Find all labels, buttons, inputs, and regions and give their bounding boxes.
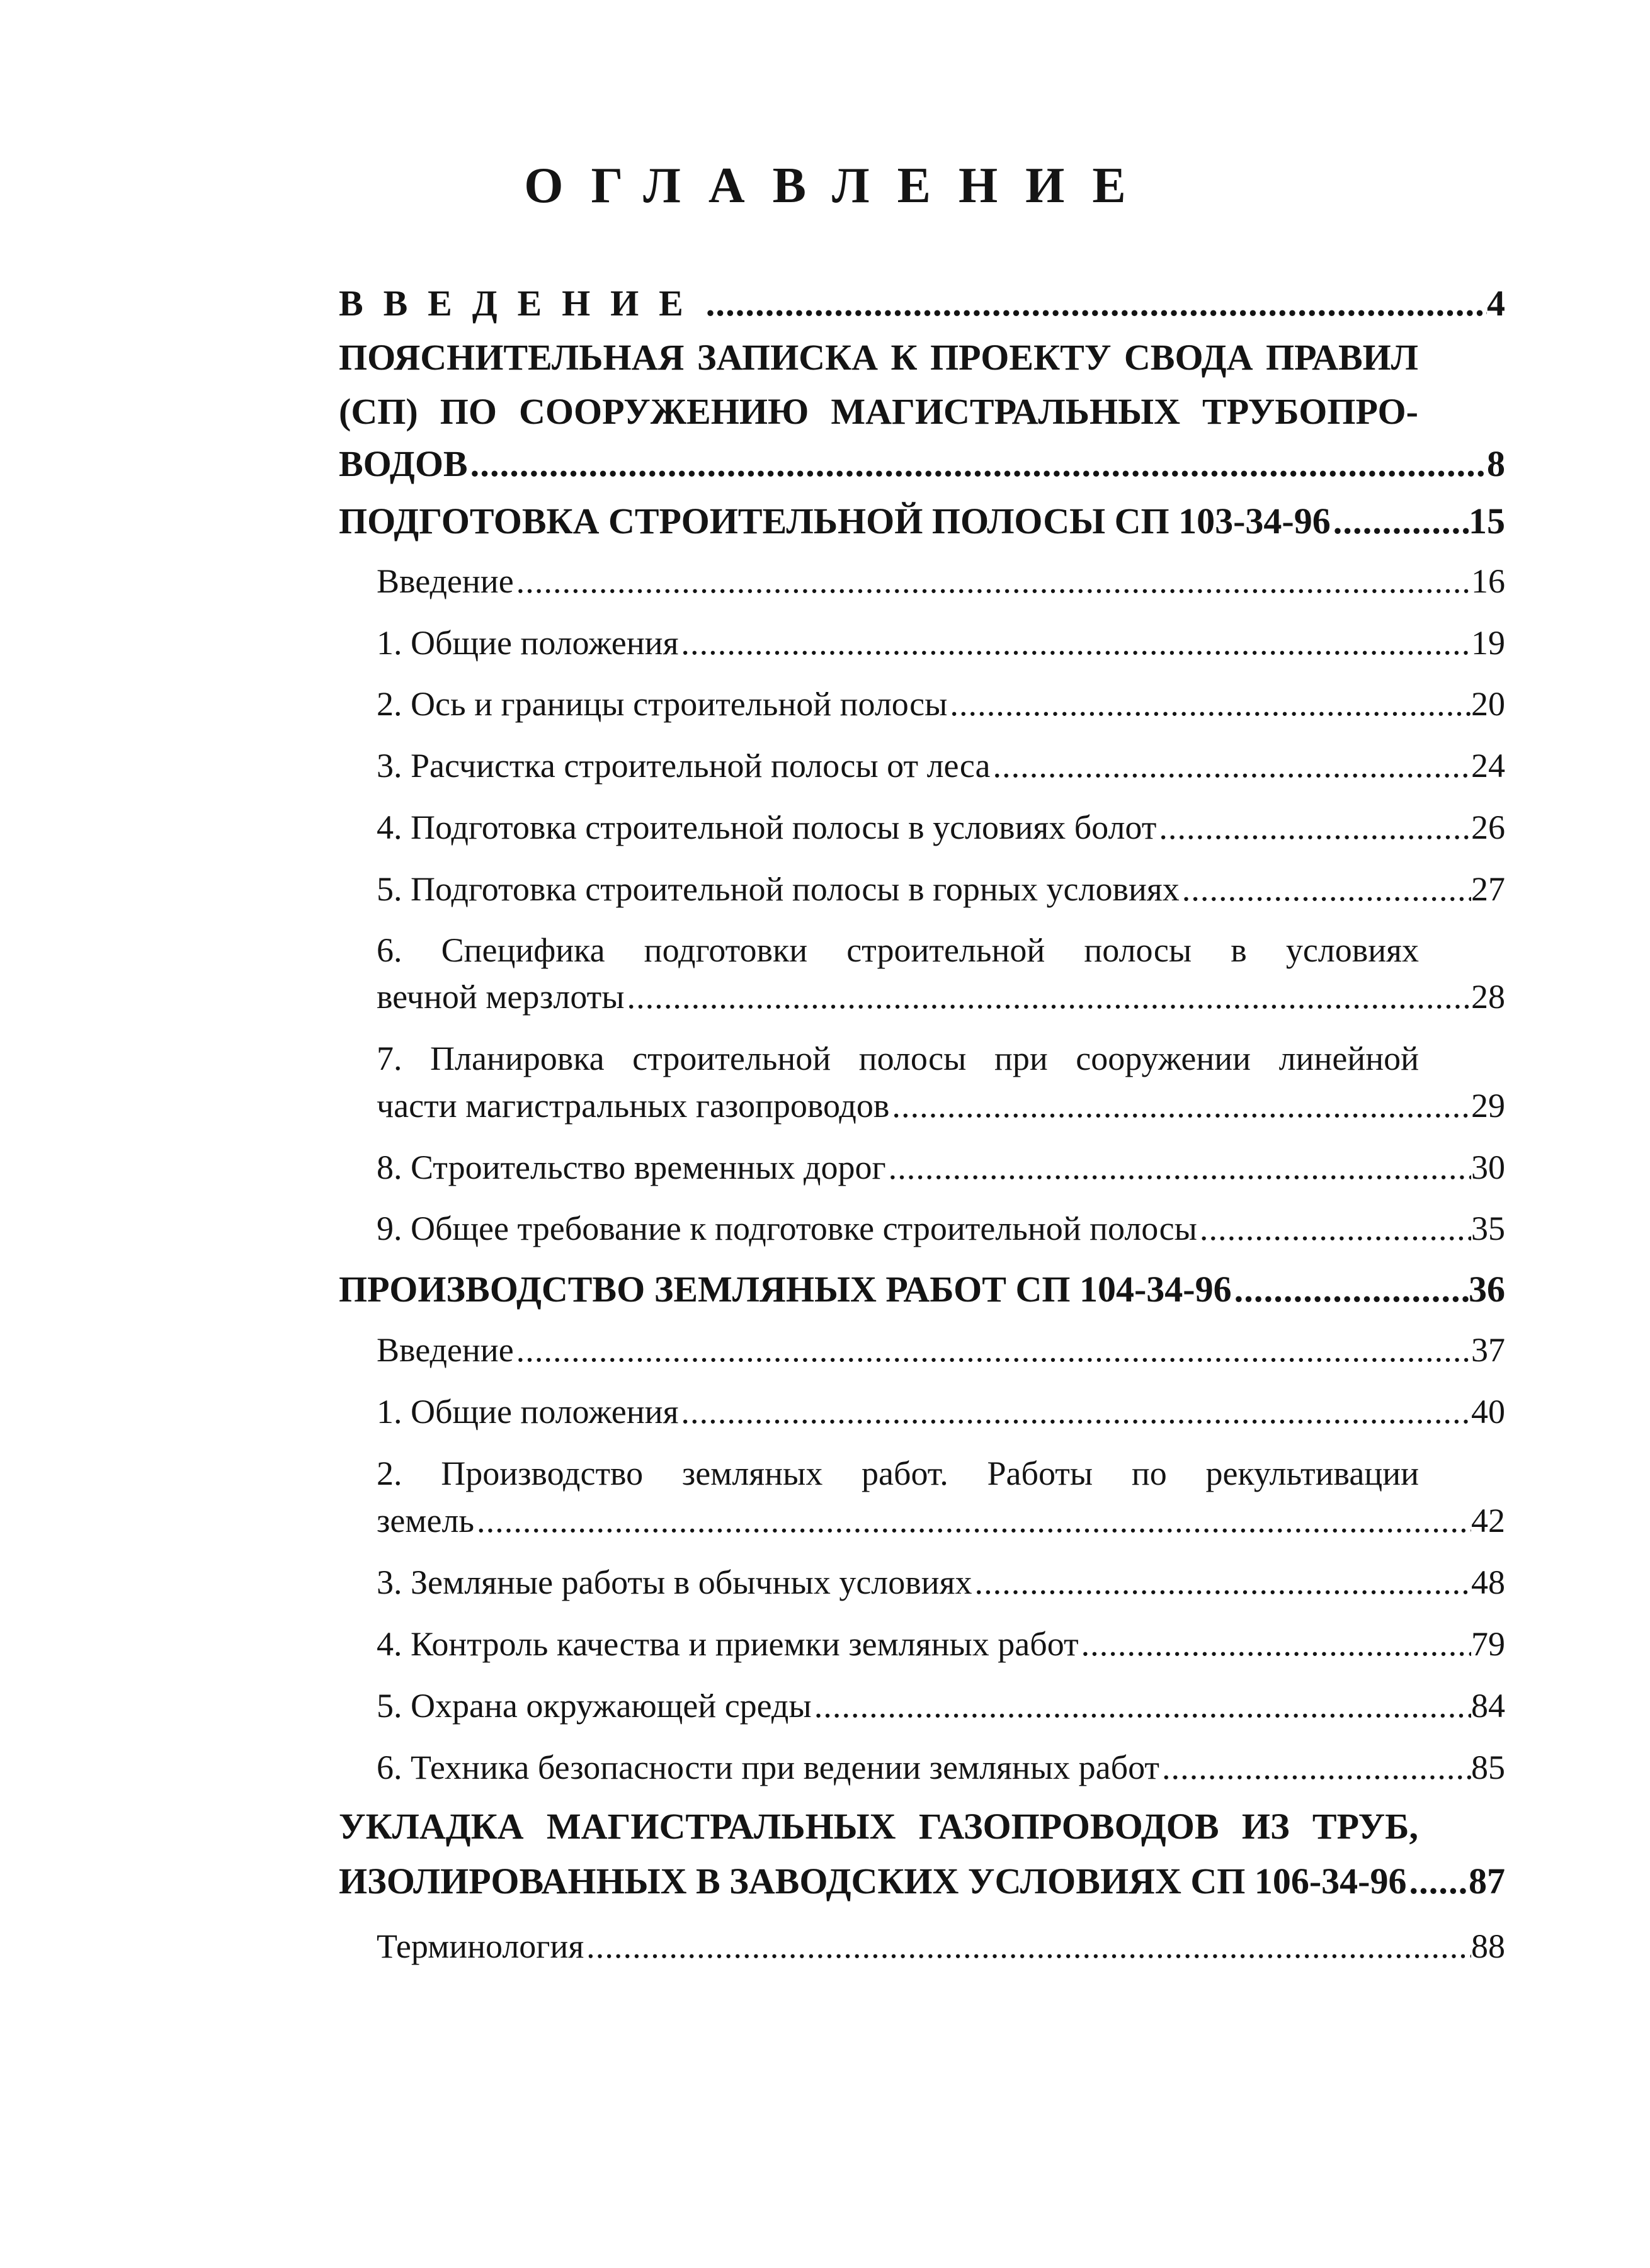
toc-entry-label: ВВЕДЕНИЕ	[339, 283, 703, 324]
toc-subentry[interactable]	[377, 1927, 1505, 1966]
toc-entry-label: ВОДОВ	[339, 443, 468, 484]
toc-entry-label: 5. Подготовка строительной полосы в горных условиях	[377, 870, 1180, 908]
toc-entry-label: Введение	[377, 562, 514, 600]
toc-entry-label: 6. Техника безопасности при ведении земляных работ	[377, 1749, 1159, 1786]
toc-entry-label: ПОДГОТОВКА СТРОИТЕЛЬНОЙ ПОЛОСЫ СП 103-34-96	[339, 501, 1331, 541]
toc-page-number: 24	[1471, 747, 1505, 785]
toc-subentry[interactable]	[377, 1624, 1505, 1664]
page-title: ОГЛАВЛЕНИЕ	[524, 158, 1154, 213]
toc-page-number: 30	[1471, 1148, 1505, 1186]
toc-subentry[interactable]	[377, 808, 1505, 847]
toc-page-number: 20	[1471, 685, 1505, 723]
toc-page-number: 4	[1487, 283, 1505, 324]
toc-page-number: 16	[1471, 562, 1505, 600]
toc-page-number: 19	[1471, 624, 1505, 662]
toc-subentry[interactable]	[377, 1209, 1505, 1248]
toc-entry-label: Введение	[377, 1331, 514, 1369]
toc-entry-label: части магистральных газопроводов	[377, 1087, 890, 1125]
dot-leader	[1406, 1860, 1469, 1902]
toc-page-number: 88	[1471, 1927, 1505, 1965]
toc-page-number: 36	[1469, 1269, 1505, 1310]
toc-subentry[interactable]	[377, 1501, 1505, 1540]
toc-entry-label: ИЗОЛИРОВАННЫХ В ЗАВОДСКИХ УСЛОВИЯХ СП 106-34-96	[339, 1861, 1407, 1902]
toc-entry-label: земель	[377, 1502, 475, 1539]
toc-entry-label: 3. Расчистка строительной полосы от леса	[377, 747, 991, 785]
toc-page-number: 87	[1469, 1861, 1505, 1902]
toc-entry-label: 9. Общее требование к подготовке строительной полосы	[377, 1210, 1197, 1247]
toc-page-number: 48	[1471, 1563, 1505, 1601]
dot-leader	[972, 1563, 1471, 1602]
toc-section-1[interactable]	[339, 500, 1505, 542]
toc-entry-label: 2. Ось и границы строительной полосы	[377, 685, 948, 723]
dot-leader	[1331, 500, 1469, 542]
dot-leader	[678, 1392, 1471, 1431]
toc-entry-label: 1. Общие положения	[377, 1393, 679, 1431]
toc-entry-label: 3. Земляные работы в обычных условиях	[377, 1563, 972, 1601]
toc-entry-label: вечной мерзлоты	[377, 978, 625, 1016]
dot-leader	[514, 1330, 1471, 1369]
dot-leader	[514, 562, 1471, 601]
toc-subentry-line1[interactable]: 7. Планировка строительной полосы при сооружении линейной	[377, 1040, 1419, 1077]
toc-entry-label: 4. Контроль качества и приемки земляных работ	[377, 1625, 1079, 1663]
toc-page-number: 26	[1471, 808, 1505, 846]
toc-page-number: 85	[1471, 1749, 1505, 1786]
toc-subentry[interactable]	[377, 1086, 1505, 1125]
toc-page-number: 42	[1471, 1502, 1505, 1539]
toc-entry-label: 8. Строительство временных дорог	[377, 1148, 886, 1186]
toc-page-number: 40	[1471, 1393, 1505, 1431]
dot-leader	[990, 746, 1471, 785]
toc-section-2[interactable]	[339, 1268, 1505, 1310]
toc-subentry[interactable]	[377, 1148, 1505, 1187]
toc-page-number: 28	[1471, 978, 1505, 1016]
toc-subentry[interactable]	[377, 623, 1505, 662]
dot-leader	[1156, 808, 1471, 847]
toc-entry-note[interactable]	[339, 443, 1505, 485]
toc-entry-note-line1[interactable]: ПОЯСНИТЕЛЬНАЯ ЗАПИСКА К ПРОЕКТУ СВОДА ПРАВИЛ	[339, 337, 1418, 378]
dot-leader	[584, 1927, 1471, 1966]
toc-entry-intro[interactable]	[339, 282, 1505, 324]
toc-subentry[interactable]	[377, 1748, 1505, 1787]
toc-subentry[interactable]	[377, 684, 1505, 723]
dot-leader	[1232, 1268, 1469, 1310]
dot-leader	[1079, 1624, 1471, 1664]
dot-leader	[886, 1148, 1471, 1187]
dot-leader	[468, 443, 1487, 485]
toc-subentry[interactable]	[377, 1392, 1505, 1431]
toc-subentry-line1[interactable]: 2. Производство земляных работ. Работы по рекультивации	[377, 1454, 1419, 1492]
toc-section-3[interactable]	[339, 1860, 1505, 1902]
toc-entry-note-line2[interactable]: (СП) ПО СООРУЖЕНИЮ МАГИСТРАЛЬНЫХ ТРУБОПРО-	[339, 391, 1418, 432]
toc-subentry[interactable]	[377, 562, 1505, 601]
toc-page-number: 15	[1469, 501, 1505, 541]
toc-subentry[interactable]	[377, 1563, 1505, 1602]
toc-entry-label: 1. Общие положения	[377, 624, 679, 662]
dot-leader	[625, 977, 1471, 1016]
toc-entry-label: 5. Охрана окружающей среды	[377, 1687, 812, 1725]
toc-entry-label: 4. Подготовка строительной полосы в условиях болот	[377, 808, 1157, 846]
toc-page-number: 37	[1471, 1331, 1505, 1369]
dot-leader	[1159, 1748, 1471, 1787]
dot-leader	[1197, 1209, 1471, 1248]
toc-page-number: 29	[1471, 1087, 1505, 1125]
dot-leader	[678, 623, 1471, 662]
dot-leader	[474, 1501, 1471, 1540]
toc-subentry[interactable]	[377, 1330, 1505, 1369]
toc-entry-label: ПРОИЗВОДСТВО ЗЕМЛЯНЫХ РАБОТ СП 104-34-96	[339, 1269, 1232, 1310]
dot-leader	[1180, 870, 1471, 909]
toc-subentry-line1[interactable]: 6. Специфика подготовки строительной полосы в условиях	[377, 931, 1419, 969]
toc-subentry[interactable]	[377, 746, 1505, 785]
toc-page-number: 84	[1471, 1687, 1505, 1725]
toc-subentry[interactable]	[377, 977, 1505, 1016]
toc-page-number: 79	[1471, 1625, 1505, 1663]
toc-entry-label: Терминология	[377, 1927, 584, 1965]
dot-leader	[812, 1686, 1471, 1725]
dot-leader	[889, 1086, 1471, 1125]
toc-page-number: 8	[1487, 443, 1505, 484]
toc-section-3-line1[interactable]: УКЛАДКА МАГИСТРАЛЬНЫХ ГАЗОПРОВОДОВ ИЗ ТРУБ,	[339, 1806, 1418, 1847]
toc-subentry[interactable]	[377, 870, 1505, 909]
toc-page-number: 35	[1471, 1210, 1505, 1247]
dot-leader	[703, 282, 1487, 324]
toc-subentry[interactable]	[377, 1686, 1505, 1725]
toc-page-number: 27	[1471, 870, 1505, 908]
dot-leader	[947, 684, 1471, 723]
